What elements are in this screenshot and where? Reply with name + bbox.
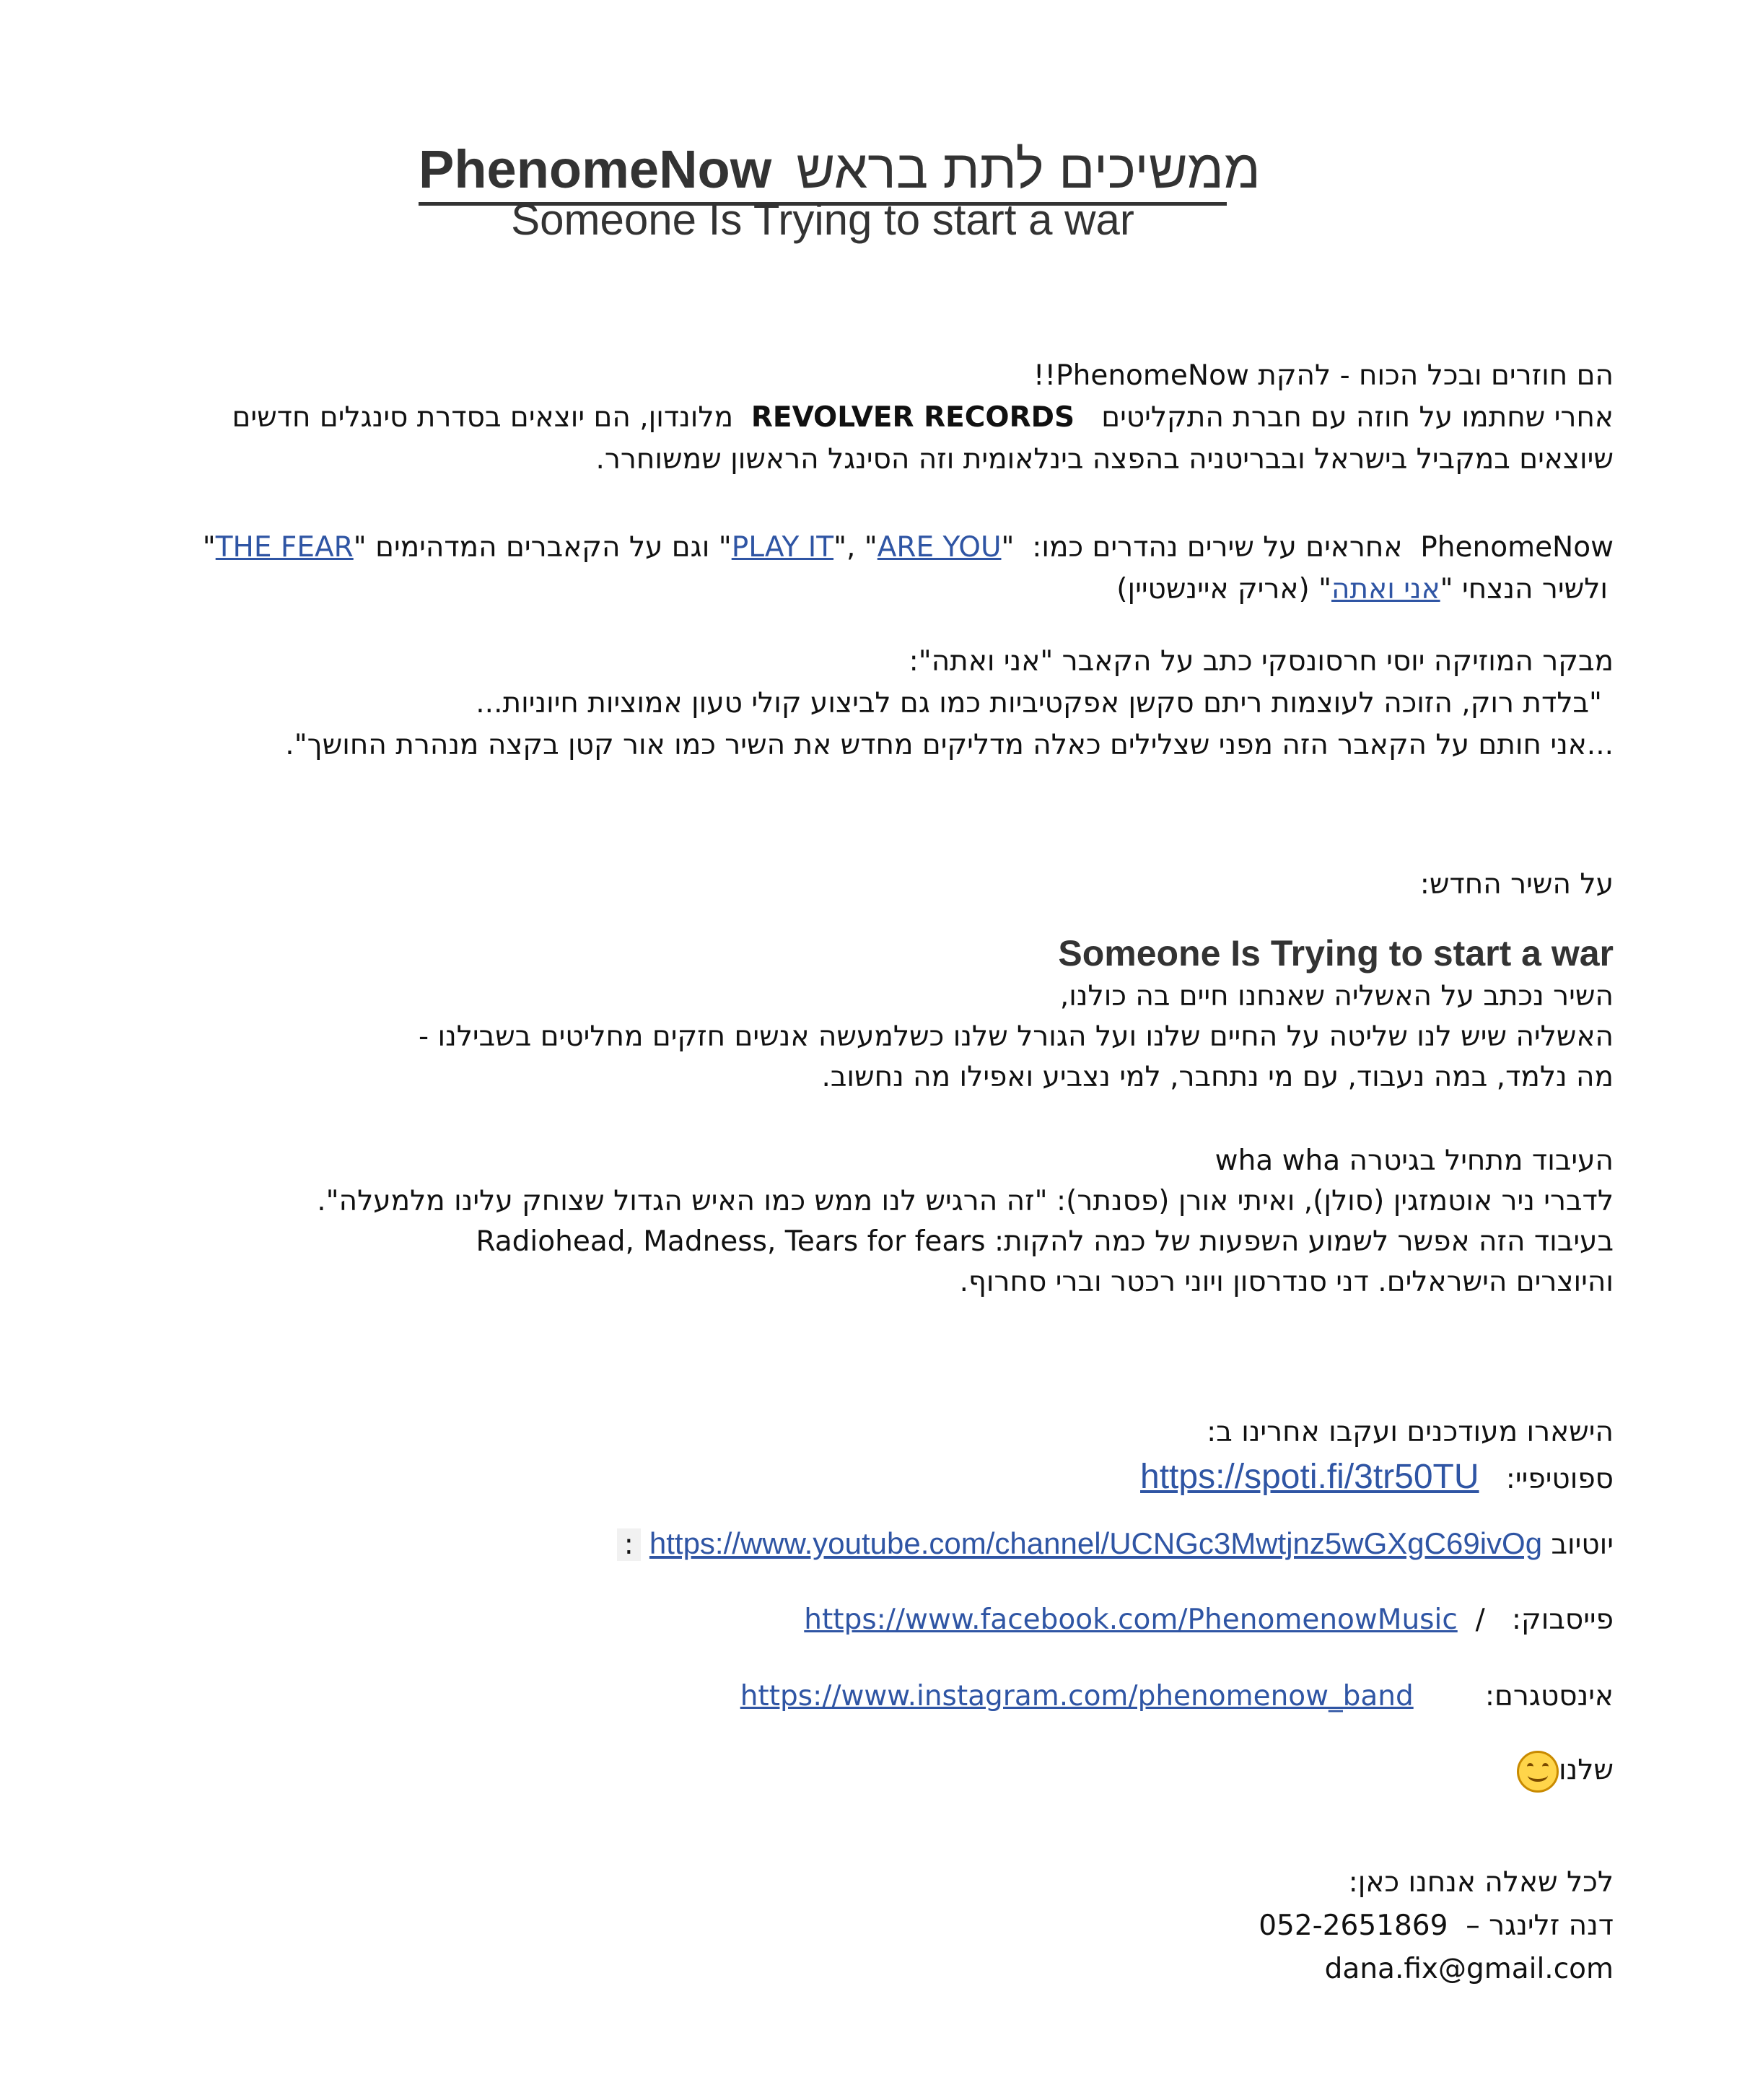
review-line-3: ...אני חותם על הקאבר הזה מפני שצלילים כאלה מדליקים מחדש את השיר כמו אור קטן בקצה מנהרת החושך". xyxy=(285,729,1614,761)
title-hebrew: ממשיכים לתת בראש xyxy=(796,139,1261,199)
arrangement-line-1: העיבוד מתחיל בגיטרה wha wha xyxy=(1215,1145,1614,1177)
new-song-line-2: האשליה שיש לנו שליטה על החיים שלנו ועל הגורל שלנו כשלמעשה אנשים חזקים מחליטים בשבילנו - xyxy=(419,1020,1614,1053)
ours-label: שלנו xyxy=(1558,1754,1614,1787)
instagram-row xyxy=(740,1680,1614,1714)
youtube-link[interactable]: https://www.youtube.com/channel/UCNGc3Mwtjnz5wGXgC69ivOg xyxy=(649,1526,1543,1560)
arrangement-line-3: בעיבוד הזה אפשר לשמוע השפעות של כמה להקות: Radiohead, Madness, Tears for fears xyxy=(476,1225,1614,1258)
contact-name: דנה זלינגר – xyxy=(1466,1909,1614,1942)
songs-line-2: ולשיר הנצחי "אני ואתה" (אריק איינשטיין) xyxy=(1116,573,1608,605)
song-link-play-it[interactable]: PLAY IT xyxy=(731,531,834,564)
contact-intro: לכל שאלה אנחנו כאן: xyxy=(1348,1866,1614,1899)
facebook-label: פייסבוק: xyxy=(1511,1604,1614,1636)
new-song-line-3: מה נלמד, במה נעבוד, עם מי נתחבר, למי נצביע ואפילו מה נחשוב. xyxy=(821,1061,1614,1093)
contact-name-row xyxy=(1259,1909,1614,1943)
label-name: REVOLVER RECORDS xyxy=(750,401,1075,434)
ours-row xyxy=(1491,1751,1614,1793)
instagram-link[interactable]: https://www.instagram.com/phenomenow_band xyxy=(740,1680,1414,1712)
song-link-the-fear[interactable]: THE FEAR xyxy=(215,531,354,564)
new-song-title: Someone Is Trying to start a war xyxy=(1058,933,1614,974)
intro-line-1: הם חוזרים ובכל הכוח - להקת PhenomeNow!! xyxy=(1033,359,1614,392)
facebook-link[interactable]: https://www.facebook.com/PhenomenowMusic xyxy=(804,1604,1458,1636)
smiley-icon xyxy=(1517,1751,1559,1793)
spotify-row xyxy=(1140,1456,1614,1498)
song-link-are-you[interactable]: ARE YOU xyxy=(877,531,1002,564)
review-line-1: מבקר המוזיקה יוסי חרסונסקי כתב על הקאבר "אני ואתה": xyxy=(909,645,1614,678)
instagram-label: אינסטגרם: xyxy=(1484,1680,1614,1712)
arrangement-line-2: לדברי ניר אוטמזגין (סולן), ואיתי אורן (פסנתר): "זה הרגיש לנו ממש כמו האיש הגדול שצוחק עלינו מלמעלה". xyxy=(317,1185,1614,1217)
spotify-label: ספוטיפיי: xyxy=(1505,1463,1614,1495)
page-subtitle: Someone Is Trying to start a war xyxy=(511,196,1134,244)
song-link-ani-veata[interactable]: אני ואתה xyxy=(1331,573,1440,605)
follow-intro: הישארו מעודכנים ועקבו אחרינו ב: xyxy=(1207,1416,1614,1448)
intro-line-2: אחרי שחתמו על חוזה עם חברת התקליטים REVOLVER RECORDS מלונדון, הם יוצאים בסדרת סינגלים חדשים xyxy=(232,401,1614,434)
new-song-label: על השיר החדש: xyxy=(1419,868,1614,901)
contact-email: dana.fix@gmail.com xyxy=(1324,1953,1614,1985)
arrangement-line-4: והיוצרים הישראלים. דני סנדרסון ויוני רכטר וברי סחרוף. xyxy=(959,1266,1614,1298)
spotify-link[interactable]: https://spoti.fi/3tr50TU xyxy=(1140,1458,1479,1496)
songs-line-1: PhenomeNow אחראים על שירים נהדרים כמו: "ARE YOU" ,"PLAY IT" וגם על הקאברים המדהימים "THE FEAR" xyxy=(202,531,1614,564)
intro-line-3: שיוצאים במקביל בישראל ובבריטניה בהפצה בינלאומית וזה הסינגל הראשון שמשוחרר. xyxy=(595,443,1614,476)
contact-phone: 052-2651869 xyxy=(1259,1909,1448,1942)
youtube-row: יוטיוב https://www.youtube.com/channel/UCNGc3Mwtjnz5wGXgC69ivOg: xyxy=(617,1526,1614,1562)
review-line-2: "בלדת רוק, הזוכה לעוצמות ריתם סקשן אפקטיביות כמו גם לביצוע קולי טעון אמוציות חיוניות... xyxy=(476,687,1602,719)
youtube-label: יוטיוב xyxy=(1551,1528,1614,1561)
facebook-row: פייסבוק: / https://www.facebook.com/PhenomenowMusic xyxy=(804,1604,1614,1636)
new-song-line-1: השיר נכתב על האשליה שאנחנו חיים בה כולנו, xyxy=(1059,980,1614,1012)
title-band-name: PhenomeNow xyxy=(419,139,772,199)
